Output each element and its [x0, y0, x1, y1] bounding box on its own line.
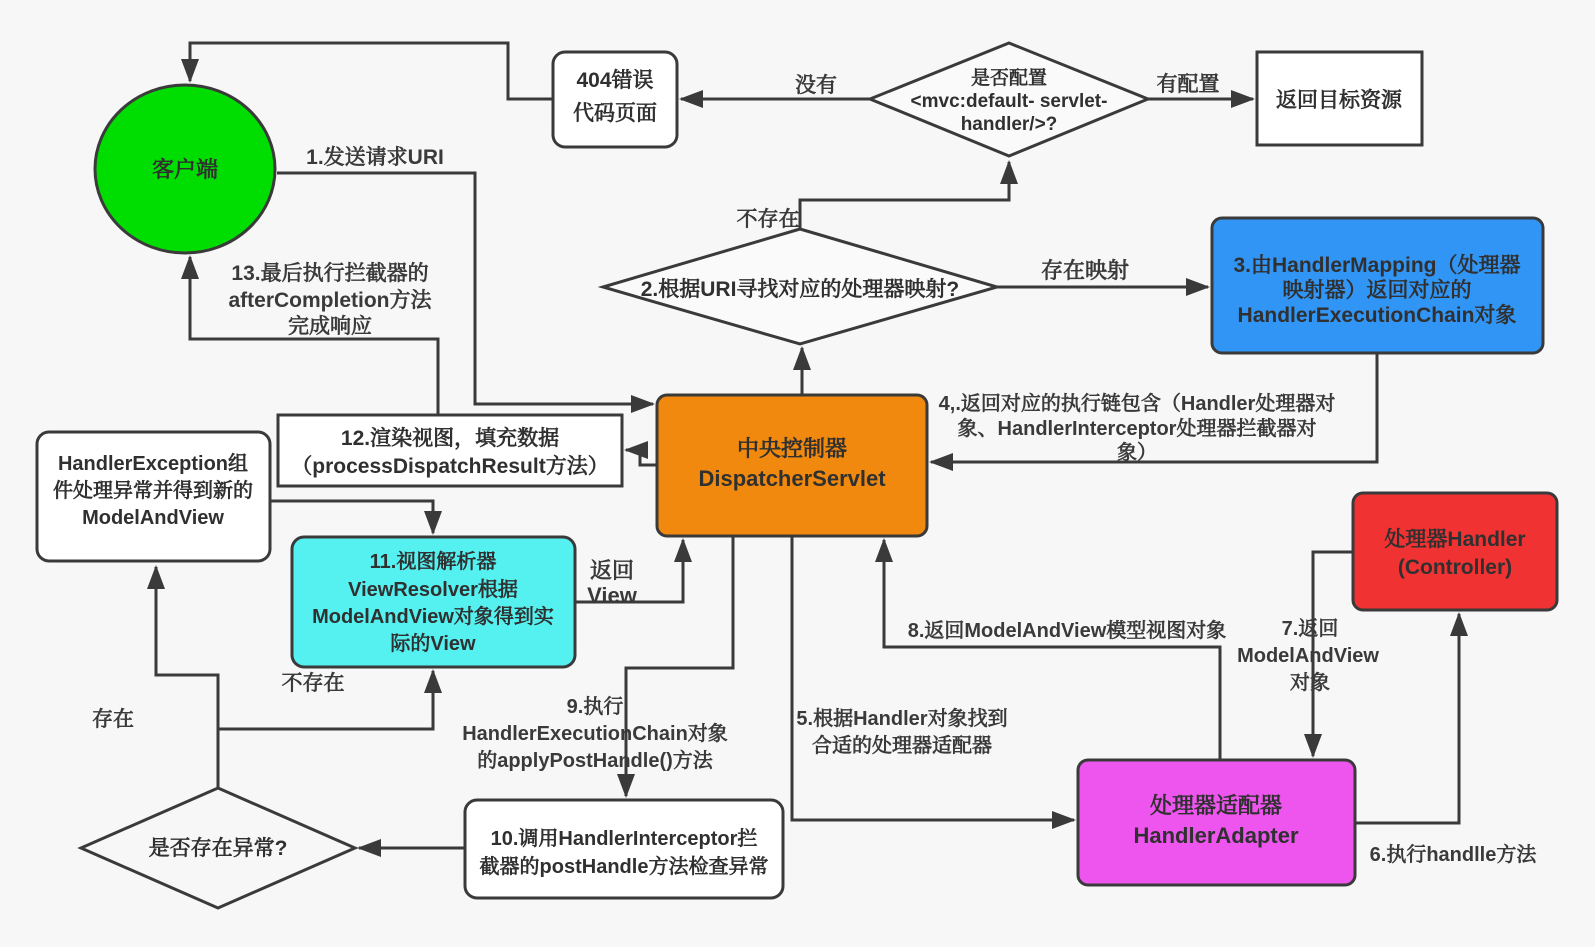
- client-label: 客户端: [151, 157, 219, 182]
- handler-line1: 处理器Handler: [1384, 528, 1526, 551]
- node-config-diamond: [870, 43, 1148, 156]
- label-exist-mapping: 存在映射: [1040, 258, 1130, 283]
- node-handler: [1353, 493, 1557, 610]
- label-not-exist-view: 不存在: [281, 672, 345, 695]
- node-dispatcher: [657, 395, 927, 536]
- uri-diamond-label: 2.根据URI寻找对应的处理器映射?: [640, 278, 960, 301]
- node-client: [95, 85, 275, 253]
- exception-diamond-label: 是否存在异常?: [148, 837, 288, 860]
- node-exception-diamond: [81, 788, 355, 908]
- label-6: 6.执行handlle方法: [1369, 844, 1537, 866]
- label-13-line3: 完成响应: [288, 315, 372, 338]
- edge-uri-diamond-to-config-diamond: [800, 162, 1009, 229]
- handler-exception-line3: ModelAndView: [82, 507, 224, 529]
- label-7-line2: ModelAndView: [1237, 645, 1379, 667]
- view-resolver-line1: 11.视图解析器: [369, 551, 497, 573]
- label-no-config: 没有: [795, 74, 837, 97]
- handler-exception-line1: HandlerException组: [57, 453, 249, 475]
- edge-dispatcher-to-render12: [626, 450, 657, 465]
- label-8: 8.返回ModelAndView模型视图对象: [907, 620, 1227, 642]
- node-404: [553, 52, 677, 147]
- label-13-line1: 13.最后执行拦截器的: [231, 262, 429, 285]
- handler-adapter-line1: 处理器适配器: [1149, 793, 1283, 818]
- post-handle-line2: 截器的postHandle方法检查异常: [479, 856, 769, 878]
- config-diamond-line3: handler/>?: [960, 114, 1058, 135]
- handler-mapping-line2: 映射器）返回对应的: [1282, 279, 1472, 302]
- label-13-line2: afterCompletion方法: [228, 289, 432, 312]
- node-handler-exception: [37, 432, 270, 561]
- box-404: [553, 52, 677, 147]
- dispatcher-line1: 中央控制器: [736, 436, 848, 461]
- node-return-target: [1257, 52, 1422, 145]
- node-view-resolver: [292, 537, 575, 667]
- label-4-line1: 4,.返回对应的执行链包含（Handler处理器对: [938, 393, 1336, 415]
- edge-dispatcher-to-adapter: [792, 536, 1074, 820]
- label-4-line2: 象、HandlerInterceptor处理器拦截器对: [957, 418, 1317, 440]
- node-post-handle: [465, 800, 783, 898]
- post-handle-line1: 10.调用HandlerInterceptor拦: [490, 828, 758, 850]
- view-resolver-line2: ViewResolver根据: [348, 579, 518, 601]
- node-handler-adapter: [1078, 760, 1355, 885]
- handler-line2: (Controller): [1397, 556, 1513, 579]
- handler-exception-line2: 件处理异常并得到新的: [53, 480, 253, 502]
- node-handler-mapping: [1212, 218, 1543, 353]
- label-return-view-line2: View: [587, 583, 637, 608]
- label-9-line2: HandlerExecutionChain对象: [462, 723, 728, 745]
- node-render12: [278, 415, 622, 486]
- box-404-line1: 404错误: [576, 69, 654, 92]
- box-handler: [1353, 493, 1557, 610]
- config-diamond-line1: 是否配置: [970, 68, 1048, 89]
- handler-mapping-line1: 3.由HandlerMapping（处理器: [1233, 254, 1521, 277]
- label-not-exist-top: 不存在: [736, 208, 800, 231]
- edge-exception-to-viewresolver: [270, 501, 433, 533]
- edge-exception-diamond-to-exception-box: [156, 567, 218, 788]
- label-7-line3: 对象: [1290, 672, 1330, 694]
- config-diamond-line2: <mvc:default- servlet-: [910, 91, 1108, 112]
- label-4-line3: 象）: [1117, 442, 1157, 464]
- dispatcher-line2: DispatcherServlet: [698, 466, 886, 491]
- label-return-view-line1: 返回: [589, 558, 635, 583]
- handler-adapter-line2: HandlerAdapter: [1133, 823, 1299, 848]
- render12-line1: 12.渲染视图，填充数据: [340, 427, 560, 450]
- label-exist-exception: 存在: [92, 708, 134, 731]
- return-target-label: 返回目标资源: [1276, 89, 1402, 112]
- label-5-line1: 5.根据Handler对象找到: [796, 708, 1008, 730]
- node-uri-diamond: [603, 229, 997, 344]
- label-7-line1: 7.返回: [1281, 618, 1339, 640]
- label-send-request: 1.发送请求URI: [306, 146, 444, 169]
- view-resolver-line3: ModelAndView对象得到实: [312, 606, 554, 628]
- view-resolver-line4: 际的View: [390, 633, 476, 655]
- edge-404-to-client: [190, 43, 553, 99]
- box-404-line2: 代码页面: [573, 102, 657, 125]
- label-9-line1: 9.执行: [566, 696, 624, 718]
- handler-mapping-line3: HandlerExecutionChain对象: [1237, 304, 1517, 327]
- label-5-line2: 合适的处理器适配器: [812, 735, 992, 757]
- label-9-line3: 的applyPostHandle()方法: [477, 750, 713, 772]
- label-yes-config: 有配置: [1156, 73, 1220, 96]
- render12-line2: （processDispatchResult方法）: [291, 455, 609, 478]
